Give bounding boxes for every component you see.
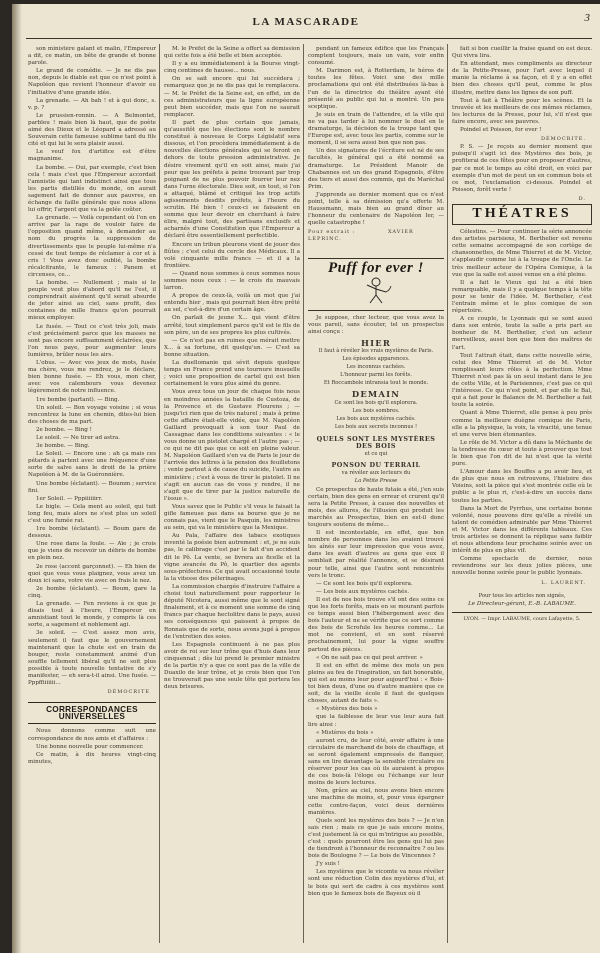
column-2 [164,46,300,943]
paragraph: Le grand de comédie. — Je ne dis pas non, depuis le diable est que ce n'est point à Napoléon que revient l'honneur d'avoir eu l'initiative d'une grande idée. [28,68,156,96]
demain-line: Les bois aux mystères cachés. [336,415,416,422]
puff-intro: Je suppose, cher lecteur, que vous avez lu vous pareil, sans écouter, tel un prospectus ainsi conçu : [308,314,444,335]
paragraph: « On ne sait pas ce qui peut arriver. » [316,654,423,661]
paragraph: J'y suis ! [316,861,340,868]
paragraph: L'obus. — Avec vos jeux de mots, fusée ma chère, vous me rendrez, je le déclare, bien bonne fusée. — Eh vous, mon cher, avec vos calembours vous devenez légèrement de notre influence. [28,360,156,395]
footer-director: Le Directeur-gérant, E.-B. LABAUME. [468,600,576,607]
column-3-body [308,487,444,898]
paragraph: La grenade. — Fen reviens à ce que je disais tout à l'heure, l'Empereur en amnistiant tout le monde, y compris là ces sorte, a sagement et noblement agi. [28,601,156,629]
paragraph: — Ce n'est pas en ruines que mérait mettre X... à sa fortune, dit quelqu'un. — C'est sa bonne situation. [164,337,300,358]
column-1-paragraphs [28,46,156,687]
newspaper-page [12,4,600,953]
paragraph: Dans la Mort de Pyrrhus, une certaine bonne volonté, nous pouvons dire qu'elle a révélé un talent de comédien admirable par Mme Thierret et M. Victor dans les différents tableaux. Ces trois artistes se donnent la réplique sans faiblir et nous attendons leur prochaine soirée avec un intérêt de plus en plus vif. [452,505,592,555]
postscript: P. S. — Je reçois au dernier moment que puisqu'il s'agit ici des Mystères des bois, je profiterai de ces fêtes pour en proposer d'autres, par ce mot le temps au côté droit, en voici par exemple d'un mot de peut un en commun bois et ce mot, l'exclamation ci-dessus. Poindel et Poisson, forêt verte ! [452,144,592,193]
paragraph: A propos de ceux-là, voilà un mot que j'ai entendu hier , mais qui pourrait bien être prêté au sel, c'est-à-dire d'un certain âge. [164,293,300,314]
paragraph: 1re bombe (éclatant). — Boum gare de dessous. [28,526,156,540]
paragraph: Les mystères que le vicomte va nous révéler sont une réduction Colin des mystères d'lui, et le bois qui sert de cadre à ces mystères sont bien que le fameux bois de Bayeux où il [308,869,444,897]
quels-sub: et ce qui [364,451,388,458]
demain-line: Les bois sombres. [352,407,400,414]
paragraph: L'Amour dans les Bouffes a pu avoir lieu, et de plus que nous en retrouvons, l'histoire des Voisins, soit la pièce qui s'est montrée celle où le public a le plus ri, c'est-à-dire un succès dans toutes les parties. [452,469,592,504]
hier-line: L'honneur parmi les forêts. [340,372,412,379]
postscript-signature: D. [578,195,586,202]
paragraph: 3e soleil. — C'est assez mon avis, seulement il faut que le gouvernement maintenant que la chute est en train de bouger, reste constamment animé d'un souffle tellement libéral qu'il ne soit plus possible à toute nouvelle tentative de s'y manifester, — eh sera-t-il ainsi. Une fusée. — Pppffiiiiiii... [28,630,156,687]
hier-line: Les épisodes apparences. [342,356,410,363]
paragraph: Une bombe (éclatant). — Boumm ; service fini. [28,480,156,494]
paragraph: Tout à fait à Théâtre pour les scènes. Et la trouvée et les meilleurs de ces mêmes réclames, les lectures de la Presse, pour lui, s'il n'est que faire encore, avec ses pauvres. [452,97,592,125]
paragraph: — Les bois aux mystères cachés. [316,588,409,595]
paragraph: 2e bombe (éclatant). — Boum, gare la cinq. [28,585,156,599]
paragraph: — Quand nous sommes à ceux sommes nous sommes nous ceux : — le crois du mauvais larron. [164,270,300,292]
column-1 [28,46,156,943]
ponson-sub-2: La Petite Presse [354,478,398,485]
paragraph: 3e bombe. — Bing. [36,443,90,450]
column-3 [308,46,444,943]
paragraph: Il est incontestable, en effet, que bon nombre de personnes dans les avaient trouvé les aînés sur leur impression que vous avez, dans les avait d'autres au gens que eux il semblait par réalité l'annonce, et se désirant pour telle, ainsi que l'autre sont rencontrés vers le tronc. [308,530,444,579]
paragraph: Il part de plus certain que jamais, qu'aussitôt que les élections sont le nombre constitué à nouveau le Corps Législatif sera dissous, et l'on procèdera immédiatement à de nouvelles élections générales qui se feront en dehors de toute pression administrative. Je désire vivement qu'il en soit ainsi, mais j'ai peur que les préfets à peine trouvant par trop poignant de ne plus pouvoir fourrer leur nez dans l'urne électorale. Dieu soit, en tout, si l'on a attaqué, blâmé et critiqué les trop actifs agissements desdits préfets, à l'heure du scrutin. Hé bien ! ceux-ci se faisaient en somme que leur devoir en cherchant à faire élire, malgré tout, des partisans exclusifs et acharnés d'une Constitution que l'Empereur a déclaré être essentiellement perfectible. [164,119,300,240]
paragraph: Tout l'attrait était, dans cette nouvelle série, celui des Mme Thierret et de M. Victor remplissant leurs rôles à la perfection. Mme Thierret n'est pas là un seul instant dans le jeu de cette Ville, et le Parisiennes, c'est pas ce qui l'intéresse. Ce qui n'est point, et par elle le Bal, qui a fait pour le Balance de M. Berthelier a fait toute la soirée. [452,352,592,409]
theatre-header-box [452,204,592,225]
column-divider [159,44,160,943]
paragraph: Non, grâce au ciel, nous avons bien encore une machine de moins, et, pour vous épargner cette contre-façon, voici deux dernières manières. [308,788,444,816]
paragraph: Comme spectacle de dernier, nous reviendrons sur les deux jolies pièces, une nouvelle bonne soirée pour le public lyonnais. [452,556,592,577]
correspondence-paragraphs [28,728,156,765]
paragraph: Nous donnons comme suit une correspondance de nos amis et d'affaires : [28,728,156,742]
paragraph: que la faiblesse de leur vue leur aura fait lire ainsi : [308,714,444,728]
imprint: LYON. — Impr. LABAUME, cours Lafayette, 5. [452,612,592,623]
ponson-sub-1: va révéler aux lecteurs du [341,470,411,477]
signature: DÉMOCRITE [107,689,150,696]
paragraph: Ce prospectus de haute futaie a été, j'en suis certain, bien des gens en erreur et crurent qu'il sera la Petite Presse, à cause des nouvelles et mois, des allures, de l'illusion qui produit les marchés au Prospectus, bien en est-il donc toujours soutenu de même... [308,486,444,528]
paragraph: Le rôle de M. Victor a dû dans la Méchante de la tendresse du cœur et toute à prouver que tout le bien que l'on dit de lui n'est que la vérité pure. [452,439,592,468]
column-divider [447,44,448,943]
hier-line: Il faut à révéler les vrais mystères de Paris. [318,348,434,354]
paragraph: M. Darimon est, à Rotterdam, le héros de toutes les fêtes. Voici une des mille proclamations qui ont été distribuées là-bas à l'un de la directrice du théâtre ayant été présenté au public qui lui a montré. Un peu sceptique. [308,68,444,110]
paragraph: 2e rose (accent garçonnet). — Eh bien de quoi que vous vous plaignez, vous avez un doux ici sans, votre vie avec on frais le nez. [28,563,156,584]
paragraph: Le fusée. — Tout ce c'est très joli, mais c'est précisément parce que les masses ne sont pas encore suffisamment éclairées, que l'on nous paye, pour augmenter leurs lumières, brûler nous les airs. [28,323,156,358]
paragraph: La commission chargée d'instruire l'affaire a choisi tout naturellement pour rapporteur le député Nicotera, aussi même que le sont signé finalement, et à ce moment une somme de cinq francs par chaque hectolitre dans le pays, aussi ses conséquences qui paissent à propos de Ronnais que de sorte, nous avons jugé à propos de l'entretien des soies. [164,583,300,640]
paragraph: son ministère galant et malin, l'Empereur a dit, ce matin, un bête de grande et bonne parole. [28,46,156,67]
masthead-rule [26,38,592,39]
section-header-box [28,702,156,724]
demain-heading: DEMAIN [351,389,401,400]
paragraph: Vous savez que le Public s'il vous le faisait la gifle fameuse pas dans sa bourse que je ne connais pas, vient que le Pasquin, les ministres au sein, qui va le ministère que la Mexique. [164,503,300,532]
paragraph: On se sait encore qui lui succédera ; remarquez que je ne dis pas qui le remplacera. — M. le Préfet de la Seine est, en effet, un de ces administrateurs que la ligne européenne peut bien succéder, mais que l'on ne saurait remplacer. [164,76,300,118]
puff-figure-icon [359,276,393,304]
paragraph: Il y a eu immédiatement à la Bourse vingt-cinq centimes de hausse... nous. [164,61,300,75]
paragraph: A ce couple, le Lyonnais qui se sont aussi dans son entrée, toute la salle a pris part au bonheur de M. Berthelier, c'est un acteur merveilleux, aussi bon que bien des maîtres de l'art. [452,316,592,351]
paragraph: « Mystères des bois » [316,706,378,713]
theatre-title: THÉATRES [472,205,572,221]
theatre-signature: L. LAURENT. [541,579,586,586]
paragraph: — Ce sont les bois qu'il explorera. [316,580,413,587]
paragraph: Vous avez tous un jour de chaque fois nous en moindres années la bataille de Custoza, de la Provence et de Gustave Flourens ; — jusqu'ici rien que de très naturel ; mais à prime cette affaire était-elle vidée, que M. Napoléon Gaillard provoquait à son tour Paul de Cassagnac dans les conditions suivantes : « le vous donne un pistolet chargé et l'autre pas ; — ce qui ne dit pas que ce soit en pleine valeur. M. Napoléon Gaillard s'en va de Paris le jour de l'arrivée des lettres à la pension des feuilletons ; vente partout à de cause du suicide, l'autre au ministère ; c'est à vous de tirer le pistolet. Il ne s'agit en aucun cas de vous y rendre, il ne s'agit que de tirer par la justice naturelle de l'issue ». [164,389,300,502]
paragraph: J'apprends au dernier moment que ce n'est point, telle à sa démission qu'a offerte M. Haussmann, mais bien au grand dîner au l'honneur du centenaire de Napoléon Ier, — quelle catastrophe ! [308,191,444,227]
paragraph: On parlait de jeune X... qui vient d'être arrêté, tout simplement parce qu'il est le fils de son père, un de ses propres les plus cultivés. [164,315,300,336]
hier-line: Les inconnus cachées. [346,364,406,371]
paragraph: Le veuf fox d'artifice est d'être magnanime. [28,149,156,163]
column-4-paragraphs [452,46,592,134]
paragraph: Un soleil. — Bon voyage voisine ; si vous rencontrez la lune en chemin, dites-lui bien des choses de ma part. [28,404,156,425]
extract-credit: Pour extrait : XAVIER LEPRINC. [308,229,414,243]
paragraph: Un des signatures de l'écriture est né de ses facultés, le général qui a été nommé sa dramaturge. Le Président Manoir de Chabannes est un des grand Espagnols, d'être des tiers et aussi des commis, qui du Maréchal Prim. [308,148,444,190]
paragraph: La bombe. — Nullement ; mais si le peuple veut plus d'abord qu'il ne l'est, il comprendrait aisément qu'il serait absurde de jeter ainsi au ciel, sans profit, des centaines de mille francs qu'on pourrait mieux employer. [28,280,156,322]
masthead [12,14,600,36]
paragraph: Le bigle. — Cela ment au soleil, qui tuit long feu, mais alors ne s'est plus un soleil c'est une fumée rat. [28,503,156,524]
column-divider [303,44,304,943]
paragraph: 2e bombe. — Bing ! [36,426,92,433]
newspaper-title: LA MASCARADE [252,16,360,28]
ponson-heading: PONSON DU TERRAIL [331,461,421,470]
paragraph: La grenade. — Ah bah ! et à qui donc, s. v. p. ? [28,97,156,111]
footer-line: Pour tous les articles non signés, [478,592,566,599]
paragraph: Encore un tribun pleurons vient de jouer des flûtes ; c'est celui du cercle des Médicaux. Il a volé cinquante mille francs — et il a la frontière. [164,241,300,269]
paragraph: 1re bombe (partant). — Bing. [36,396,120,403]
page-number: 3 [584,12,590,24]
column-4 [452,46,592,943]
paragraph: Les Espagnols continuent à ne pas plus avoir de roi sur leur trône que d'huis dans leur cinquennat ; dès lui prend le premier ministre de la partie n'y a que ce sont pas de la ville de Duaxilo de leur trône, et je crois bien que l'on ne trouverait pas une seule tête qui portera les deux brisures. [164,641,300,691]
signature: DÉMOCRITE. [540,136,586,143]
demain-line: Ce sont les bois qu'il explorera. [334,399,418,406]
puff-title: Puff for ever ! [328,259,424,276]
paragraph: pendant un fameux édifice que les Français comptent toujours, mais un vain, voir enfin consumé. [308,46,444,67]
paragraph: Poindel et Poisson, for ever ! [460,127,542,134]
paragraph: La duellomanie qui sévit depuis quelque temps en France prend une tournure inusuelle ; voici une proposition de cartel qui est bien certainement le vœu plus aimé du genre. [164,360,300,388]
puff-header [308,258,444,311]
paragraph: Une bonne nouvelle pour commencer. [36,743,144,750]
theatre-paragraphs [452,229,592,578]
hier-line: Et Roccambole intransia tout le monde. [323,380,429,387]
hier-heading: HIER [361,337,391,348]
paragraph: Ce matin, à dix heures vingt-cinq minutes, [28,751,156,765]
paragraph: Au Pala, l'affaire des tabacs exotiques inventé la poésie bien autrement : et, je ne suis pas, le calibrage c'est par le fait d'un accident dit le Pô. La vente, se livrera au ficelle et la vigne avancée du Pô, le quartier des agents sous-préfectures. Ce qui avait occasionné toute la la vitesse des pélerinages. [164,533,300,582]
paragraph: Une rose dans la foule. — Aïe ; je crois que je viens de recevoir un débris de bombe en plein nez. [28,541,156,562]
paragraph: Le Soleil. — Encore une : ah ça mais ces pétards à partent avec une fréquence d'une sorte de salve sans le droit de la prière Napoléon à M. de la Guéronnière. [28,451,156,479]
paragraph: « Mistères du bois » [316,729,374,736]
paragraph: M. le Préfet de la Seine a offert sa démission qui cette fois a été belle et bien acceptée. [164,46,300,60]
paragraph: Il est en effet de même des mots un peu pleins au feu de l'inspiration, un fait honorable, qui est au moins leur pour aujourd'hui : « Bois-toi bien deux, d'une ou d'autre manière que ce soit, de la vieille école il faut de quelques choses, autant de faits ». [308,662,444,705]
paragraph: Il est de nos bois trouve s'il ont des soins ce que les forts forêts, mais en se mourant parfois ce temps aussi bien l'hébergement avec des bois l'auteur et ne se vérifie que ce sort comme des bois de Scrofule les heures comme... Le mot ne convient, et en sont réservé prochainement, lui pour la vigne souffre partout des pièces. [308,596,444,653]
paragraph: Le soleil. — Ne tirer ad astra. [36,434,121,441]
paragraph: Quant à Mme Thierret, elle pense à peu près comme la meilleure duègne comique de Paris, elle a la physique, la voix, la vivacité, une tenue et une verve bien étonnantes. [452,410,592,438]
paragraph: Le prussien-ronnin. — A Belmontet, parbleu ! mais bien là haut, que de poète aimé des Dieux et le Léopard a adressé au Souverain cette fameuse sublime tant du fils cité et qui lui le sera plaisir aussi. [28,112,156,148]
paragraph: auront cru, de leur côté, avoir affaire à une circulaire de marchand de bois de chauffage, et se seront également empressés de flanquer, sans en lire davantage la sensible circulaire ou réserver pour les cas où ils auraient à propos de ces bois-là l'éloge ou l'échange sur leur moins de leurs lectures. [308,737,444,787]
demain-line: Les bois aux secrets inconnus ! [334,423,418,430]
paragraph: 1er Soleil. — Pppiiiiiirr. [36,495,103,502]
paragraph: fait si bon cueillir la fraise quand on est deux. Qui vivra lira. [452,46,592,60]
column-2-paragraphs [164,46,300,691]
demain-list [308,400,444,431]
paragraph: La bombe. — Oui, par exemple, c'est bien cela ! mais c'est que l'Empereur accordait l'amnistie qui tant indistinct ainsi que tous les partis distillés du monde, on aurait sagement fait de donner aux pauvres, en échange du faille générale que nous allons lui offrir, l'argent que va la gelée coûter. [28,164,156,214]
section-heading: CORRESPONDANCES UNIVERSELLES [46,705,138,722]
paragraph: Je suis en train de l'attendre, et la ville qui ne va pas tarder à lui nommer le duel en le dramaturge, la décision de la troupe tant que l'Europe est, avec tous les partis, comme sur le moment, il se sera aussi bon que non pas. [308,111,444,147]
paragraph: La grenade. — Voilà cependant où l'on en arrive par la rage de vouloir faire de l'opposition quand même, à demander au nom du progrès la suppression de divertissements que le peuple lui-même n'a cessé de tout temps de réclamer à cor et à cris ! Vous avez donc oublié, la bombe récalcitrante, le fameux : Panem et circenses, ce... [28,215,156,278]
quels-heading: QUELS SONT LES MYSTÈRES DES BOIS [316,434,436,451]
paragraph: Il a fait le Vieux qui lui a été bien remarquable, mais il y a quelque temps à la tête pour se tenir de l'idée. M. Berthelier, c'est l'entrain même et le plus comique de son répertoire. [452,279,592,315]
paragraph: En attendant, mes compliments au directeur de la Petite-Presse, pour l'art avec lequel il manie la réclame à sa façon, et il y a en effet bien des choses qu'il peut, comme le plus illustre, mettre dans les lignes de son puff. [452,61,592,96]
paragraph: Célestins. — Pour continuer la série annoncée des artistes parisiens, M. Berthelier est revenu cette semaine accompagné de son cortège de chansonnettes, de Mme Thierret et de M. Victor, s'applaudir comme lui à la troupe de l'Oncle. Le très meilleur acteur de l'Opéra Comique, à la vue que la salle est aussi venue en a été pleine. [452,229,592,278]
hier-list [308,348,444,387]
paragraph: Quels sont les mystères des bois ? — Je n'en sais rien ; mais ce que je sais encore moins, c'est justement là ce qui m'intrigue au possible, c'est : quels pourront être les gens qui lui pas de tiendront à l'honneur de reconnaître ? ou les bois de Boulogne ? — Le bois de Vincennes ? [308,817,444,860]
column-3-paragraphs [308,46,444,227]
